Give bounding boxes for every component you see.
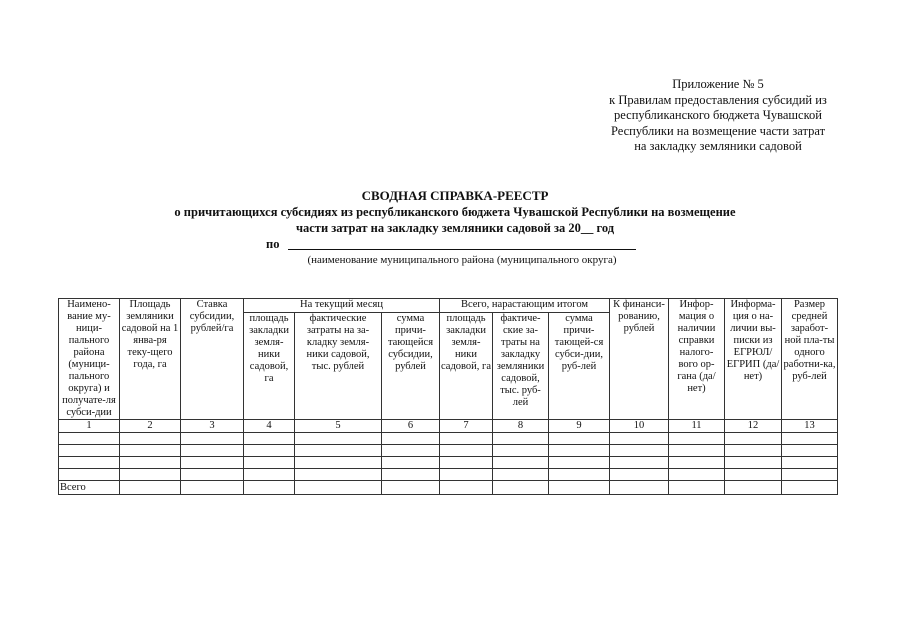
table-cell[interactable] [382, 445, 440, 457]
table-cell[interactable] [382, 469, 440, 481]
table-cell[interactable] [610, 481, 669, 495]
header-col-3: Ставка субсидии, рублей/га [181, 299, 244, 420]
table-cell[interactable] [440, 457, 493, 469]
table-cell[interactable] [59, 457, 120, 469]
table-cell[interactable] [440, 469, 493, 481]
table-cell[interactable] [244, 457, 295, 469]
column-number: 3 [181, 420, 244, 433]
table-cell[interactable] [669, 433, 725, 445]
table-cell[interactable] [181, 469, 244, 481]
column-number: 11 [669, 420, 725, 433]
table-cell[interactable] [549, 445, 610, 457]
table-cell[interactable] [440, 481, 493, 495]
municipality-fill-line[interactable] [288, 249, 636, 250]
table-cell[interactable] [669, 457, 725, 469]
table-cell[interactable] [610, 433, 669, 445]
header-col-6: сумма причи-тающейся субсидии, рублей [382, 313, 440, 420]
table-cell[interactable] [493, 469, 549, 481]
document-subtitle-line-2: части затрат на закладку земляники садовой за 20__ год [295, 221, 615, 235]
municipality-caption: (наименование муниципального района (муниципального округа) [307, 254, 617, 266]
column-number: 1 [59, 420, 120, 433]
document-title: СВОДНАЯ СПРАВКА-РЕЕСТР [361, 188, 549, 203]
header-group-current: На текущий месяц [244, 299, 440, 313]
table-cell[interactable] [120, 457, 181, 469]
column-number: 8 [493, 420, 549, 433]
table-cell[interactable] [382, 481, 440, 495]
column-number: 12 [725, 420, 782, 433]
table-cell[interactable] [120, 469, 181, 481]
document-subtitle-line-1: о причитающихся субсидиях из республиканского бюджета Чувашской Республики на возмещение [174, 205, 736, 219]
table-cell[interactable] [181, 457, 244, 469]
po-label: по [266, 237, 280, 251]
table-cell[interactable] [244, 469, 295, 481]
column-number: 5 [295, 420, 382, 433]
appendix-line-3: республиканского бюджета Чувашской [614, 108, 822, 122]
table-cell[interactable] [382, 433, 440, 445]
table-cell[interactable] [782, 481, 838, 495]
table-row [59, 445, 838, 457]
table-row [59, 457, 838, 469]
header-col-10: К финанси-рованию, рублей [610, 299, 669, 420]
header-row-1 [59, 299, 838, 313]
table-cell[interactable] [549, 469, 610, 481]
table-cell[interactable] [782, 445, 838, 457]
header-col-12: Информа-ция о на-личии вы-писки из ЕГРЮЛ/ЕГРИП (да/нет) [725, 299, 782, 420]
table-cell[interactable] [549, 457, 610, 469]
column-number: 6 [382, 420, 440, 433]
table-cell[interactable] [440, 433, 493, 445]
column-number: 13 [782, 420, 838, 433]
table-cell[interactable] [59, 445, 120, 457]
header-col-2: Площадь земляники садовой на 1 янва-ря теку-щего года, га [120, 299, 181, 420]
table-cell[interactable] [782, 457, 838, 469]
column-number: 7 [440, 420, 493, 433]
appendix-line-5: на закладку земляники садовой [634, 139, 802, 153]
table-cell[interactable] [725, 481, 782, 495]
table-cell[interactable] [244, 433, 295, 445]
table-cell[interactable] [493, 445, 549, 457]
table-cell[interactable] [610, 457, 669, 469]
table-cell[interactable] [295, 445, 382, 457]
table-cell[interactable] [295, 481, 382, 495]
appendix-line-1: Приложение № 5 [672, 77, 764, 91]
total-row [59, 481, 838, 495]
table-cell[interactable] [782, 433, 838, 445]
table-cell[interactable] [181, 445, 244, 457]
header-col-11: Инфор-мация о наличии справки налого-вого ор-гана (да/нет) [669, 299, 725, 420]
header-col-7: площадь закладки земля-ники садовой, га [440, 313, 493, 420]
table-row [59, 433, 838, 445]
header-col-4: площадь закладки земля-ники садовой, га [244, 313, 295, 420]
appendix-line-4: Республики на возмещение части затрат [610, 123, 826, 138]
table-cell[interactable] [440, 445, 493, 457]
header-group-cumulative: Всего, нарастающим итогом [440, 299, 610, 313]
table-cell[interactable] [669, 469, 725, 481]
header-col-1: Наимено-вание му-ници-пального района (муници-пального округа) и получате-ля субси-дии [59, 299, 120, 420]
column-number-row [59, 420, 838, 433]
total-label: Всего [59, 481, 120, 495]
table-cell[interactable] [669, 481, 725, 495]
table-row [59, 469, 838, 481]
header-col-13: Размер средней заработ-ной пла-ты одного работни-ка, руб-лей [782, 299, 838, 420]
header-col-8: фактиче-ские за-траты на закладку земляники садовой, тыс. руб-лей [493, 313, 549, 420]
table-cell[interactable] [493, 433, 549, 445]
table-cell[interactable] [295, 469, 382, 481]
table-cell[interactable] [181, 481, 244, 495]
table-cell[interactable] [782, 469, 838, 481]
header-col-9: сумма причи-тающей-ся субси-дии, руб-лей [549, 313, 610, 420]
table-cell[interactable] [669, 445, 725, 457]
appendix-line-2: к Правилам предоставления субсидий из [609, 92, 827, 107]
appendix-block [590, 77, 846, 155]
table-cell[interactable] [295, 457, 382, 469]
table-cell[interactable] [120, 433, 181, 445]
table-cell[interactable] [59, 433, 120, 445]
table-cell[interactable] [493, 457, 549, 469]
table-cell[interactable] [549, 433, 610, 445]
column-number: 2 [120, 420, 181, 433]
table-cell[interactable] [120, 481, 181, 495]
table-cell[interactable] [725, 445, 782, 457]
registry-table [58, 298, 838, 495]
table-cell[interactable] [181, 433, 244, 445]
column-number: 10 [610, 420, 669, 433]
column-number: 4 [244, 420, 295, 433]
header-col-5: фактические затраты на за-кладку земля-ники садовой, тыс. рублей [295, 313, 382, 420]
table-cell[interactable] [725, 433, 782, 445]
table-cell[interactable] [549, 481, 610, 495]
table-cell[interactable] [244, 481, 295, 495]
table-cell[interactable] [382, 457, 440, 469]
table-cell[interactable] [244, 445, 295, 457]
table-cell[interactable] [610, 445, 669, 457]
table-cell[interactable] [295, 433, 382, 445]
table-cell[interactable] [493, 481, 549, 495]
table-cell[interactable] [610, 469, 669, 481]
table-cell[interactable] [120, 445, 181, 457]
table-cell[interactable] [59, 469, 120, 481]
column-number: 9 [549, 420, 610, 433]
table-cell[interactable] [725, 457, 782, 469]
table-cell[interactable] [725, 469, 782, 481]
